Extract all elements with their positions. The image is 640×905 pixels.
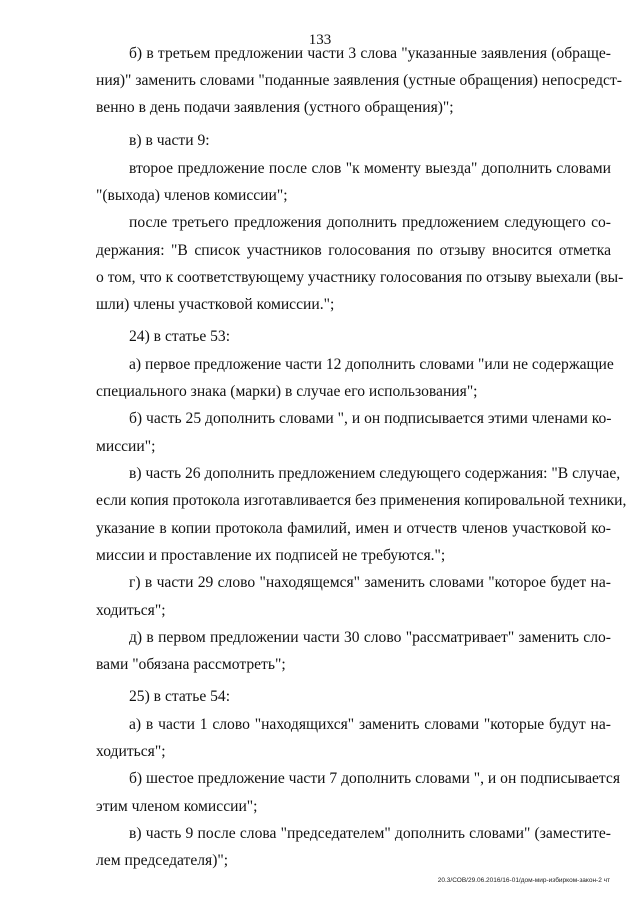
text-line: 24) в статье 53: (129, 328, 231, 345)
text-line: шли) члены участковой комиссии."; (96, 296, 335, 313)
text-line: специального знака (марки) в случае его использования"; (96, 383, 478, 400)
text-line: б) шестое предложение части 7 дополнить словами ", и он подписывается (129, 770, 621, 787)
text-line: лем председателя)"; (96, 852, 229, 869)
text-line: а) первое предложение части 12 дополнить словами "или не содержащие (129, 356, 614, 373)
text-line: ходиться"; (96, 602, 166, 619)
text-line: б) в третьем предложении части 3 слова "указанные заявления (обраще- (129, 45, 611, 62)
text-line: если копия протокола изготавливается без применения копировальной техники, (96, 492, 627, 509)
text-line: б) часть 25 дополнить словами ", и он подписывается этими членами ко- (129, 410, 612, 427)
text-line: в) часть 26 дополнить предложением следующего содержания: "В случае, (129, 465, 621, 482)
text-line: держания: "В список участников голосования по отзыву вносится отметка (96, 242, 611, 259)
text-line: миссии"; (96, 438, 156, 455)
text-line: г) в части 29 слово "находящемся" заменить словами "которое будет на- (129, 574, 611, 591)
text-line: ния)" заменить словами "поданные заявления (устные обращения) непосредст- (96, 72, 622, 89)
text-line: миссии и проставление их подписей не требуются."; (96, 547, 446, 564)
text-line: о том, что к соответствующему участнику голосования по отзыву выехали (вы- (96, 269, 624, 286)
text-line: а) в части 1 слово "находящихся" заменить словами "которые будут на- (129, 716, 611, 733)
text-line: 25) в статье 54: (129, 688, 231, 705)
text-line: ходиться"; (96, 743, 166, 760)
text-line: "(выхода) членов комиссии"; (96, 187, 288, 204)
text-line: в) в части 9: (129, 132, 210, 149)
text-line: указание в копии протокола фамилий, имен и отчеств членов участковой ко- (96, 520, 611, 537)
text-line: в) часть 9 после слова "председателем" дополнить словами" (заместите- (129, 825, 611, 842)
text-line: этим членом комиссии"; (96, 798, 258, 815)
text-line: после третьего предложения дополнить предложением следующего со- (129, 214, 611, 231)
text-line: второе предложение после слов "к моменту выезда" дополнить словами (129, 160, 611, 177)
text-line: д) в первом предложении части 30 слово "рассматривает" заменить сло- (129, 629, 611, 646)
text-line: венно в день подачи заявления (устного обращения)"; (96, 99, 454, 116)
footer-reference: 20.3/СОВ/29.06.2016/16-01/дом-мир-избирком-закон-2 чт (437, 877, 610, 884)
text-line: вами "обязана рассмотреть"; (96, 656, 286, 673)
page-number: 133 (308, 32, 332, 48)
